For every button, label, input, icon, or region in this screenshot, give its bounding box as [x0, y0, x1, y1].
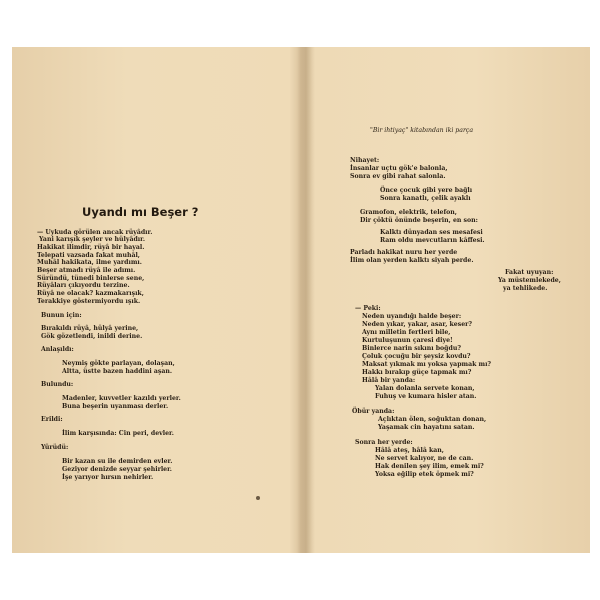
right-poem-line: Yoksa eğilip etek öpmek mi? [375, 471, 474, 478]
right-poem-line: Hak denilen şey ilim, emek mi? [375, 463, 484, 470]
right-poem-line: Maksat yıkmak mı yoksa yapmak mı? [362, 361, 492, 368]
right-poem-line: Aynı milletin fertleri bile, [362, 329, 451, 336]
right-poem-line: Neden uyandığı halde beşer: [362, 313, 462, 320]
right-poem-line: Hakkı bırakıp güçe tapmak mı? [362, 369, 472, 376]
right-poem-line: Nihayet: [350, 157, 380, 164]
left-poem-line: Altta, üstte bazen haddini aşan. [62, 368, 173, 375]
left-poem-line: Geziyor denizde seyyar şehirler. [62, 466, 172, 473]
left-page [12, 47, 300, 553]
right-poem-line: Önce çocuk gibi yere bağlı [380, 187, 473, 194]
right-poem-line: Hâlâ bir yanda: [362, 377, 416, 384]
right-poem-line: Kalktı dünyadan ses mesafesi [380, 229, 483, 236]
left-poem-line: Rüyâları çıkıyordu terzine. [37, 282, 130, 289]
right-poem-line: Fuhuş ve kumara hisler atan. [375, 393, 477, 400]
right-poem-line: Dir çöktü önünde beşerin, en son: [360, 217, 478, 224]
right-poem-line: Gramofon, elektrik, telefon, [360, 209, 457, 216]
left-poem-line: Bulundu: [41, 381, 74, 388]
right-poem-line: Öbür yanda: [352, 408, 395, 415]
left-poem-line: İlim karşısında: Cin peri, devler. [62, 430, 174, 437]
page-header: "Bir ihtiyaç" kitabından iki parça [370, 127, 474, 134]
right-page [310, 47, 590, 553]
right-poem-line: Parladı hakikat nuru her yerde [350, 249, 458, 256]
right-poem-line: Sonra kanatlı, çelik ayaklı [380, 195, 471, 202]
right-poem-line: Kurtuluşunun çaresi diye! [362, 337, 453, 344]
right-poem-line: Fakat uyuyan: [505, 269, 554, 276]
left-poem-line: Bunun için: [41, 312, 82, 319]
right-poem-line: Yalan dolanla servete konan, [375, 385, 475, 392]
left-poem-line: Terakkiye göstermiyordu ışık. [37, 298, 141, 305]
right-poem-line: Binlerce narin sıkını boğdu? [362, 345, 461, 352]
right-poem-line: Ya müstemlekede, [498, 277, 561, 284]
right-poem-line: Neden yıkar, yakar, asar, keser? [362, 321, 473, 328]
open-book [12, 47, 590, 553]
right-poem-line: ya tehlikede. [503, 285, 548, 292]
left-poem-line: Süründü, tünedi binlerse sene, [37, 275, 145, 282]
right-poem-line: Sonra ev gibi rahat salonla. [350, 173, 446, 180]
left-poem-line: Telepati vazsada fakat muhâl, [37, 252, 140, 259]
left-poem-line: Rüyâ ne olacak? kazmakarışık, [37, 290, 144, 297]
left-poem-line: Hakikat ilimdir, rüyâ bir hayal. [37, 244, 145, 251]
left-poem-line: — Uykuda görülen ancak rüyâdır. [37, 229, 153, 236]
right-poem-line: İnsanlar uçtu gök'e balonla, [350, 165, 448, 172]
left-poem-line: Yürüdü: [41, 444, 69, 451]
poem-title: Uyandı mı Beşer ? [82, 205, 199, 219]
left-poem-line: Muhâl hakikata, ilme yardımı. [37, 259, 142, 266]
left-poem-line: Bir kazan su ile demirden evler. [62, 458, 173, 465]
left-poem-line: Gök gözetlendi, inildi derine. [41, 333, 143, 340]
left-poem-line: Beşer atmadı rüyâ ile adımı. [37, 267, 136, 274]
left-poem-line: Buna beşerin uyanması derler. [62, 403, 169, 410]
right-poem-line: İlim olan yerden kalktı siyah perde. [350, 257, 474, 264]
left-poem-line: Neymiş gökte parlayan, dolaşan, [62, 360, 175, 367]
page-mark [256, 496, 260, 500]
right-poem-line: Ne servet kalıyor, ne de can. [375, 455, 474, 462]
right-poem-line: Yaşamak cin hayatını satan. [378, 424, 475, 431]
right-poem-line: Hâlâ ateş, hâlâ kan, [375, 447, 444, 454]
left-poem-line: Anlaşıldı: [41, 346, 74, 353]
left-poem-line: Bırakıldı rüyâ, hülyâ yerine, [41, 325, 139, 332]
right-poem-line: Çoluk çocuğu bir şeysiz kovdu? [362, 353, 471, 360]
right-poem-line: Sonra her yerde: [355, 439, 413, 446]
right-poem-line: Açlıktan ölen, soğuktan donan, [378, 416, 487, 423]
left-poem-line: Madenler, kuvvetler kazıldı yerler. [62, 395, 181, 402]
left-poem-line: Erildi: [41, 416, 63, 423]
right-poem-line: — Peki: [355, 305, 381, 312]
right-poem-line: Ram oldu mevcutların kâffesi. [380, 237, 485, 244]
left-poem-line: İşe yarıyor hırsın nehirler. [62, 474, 154, 481]
left-poem-line: Yani karışık şeyler ve hülyâdır. [39, 236, 146, 243]
